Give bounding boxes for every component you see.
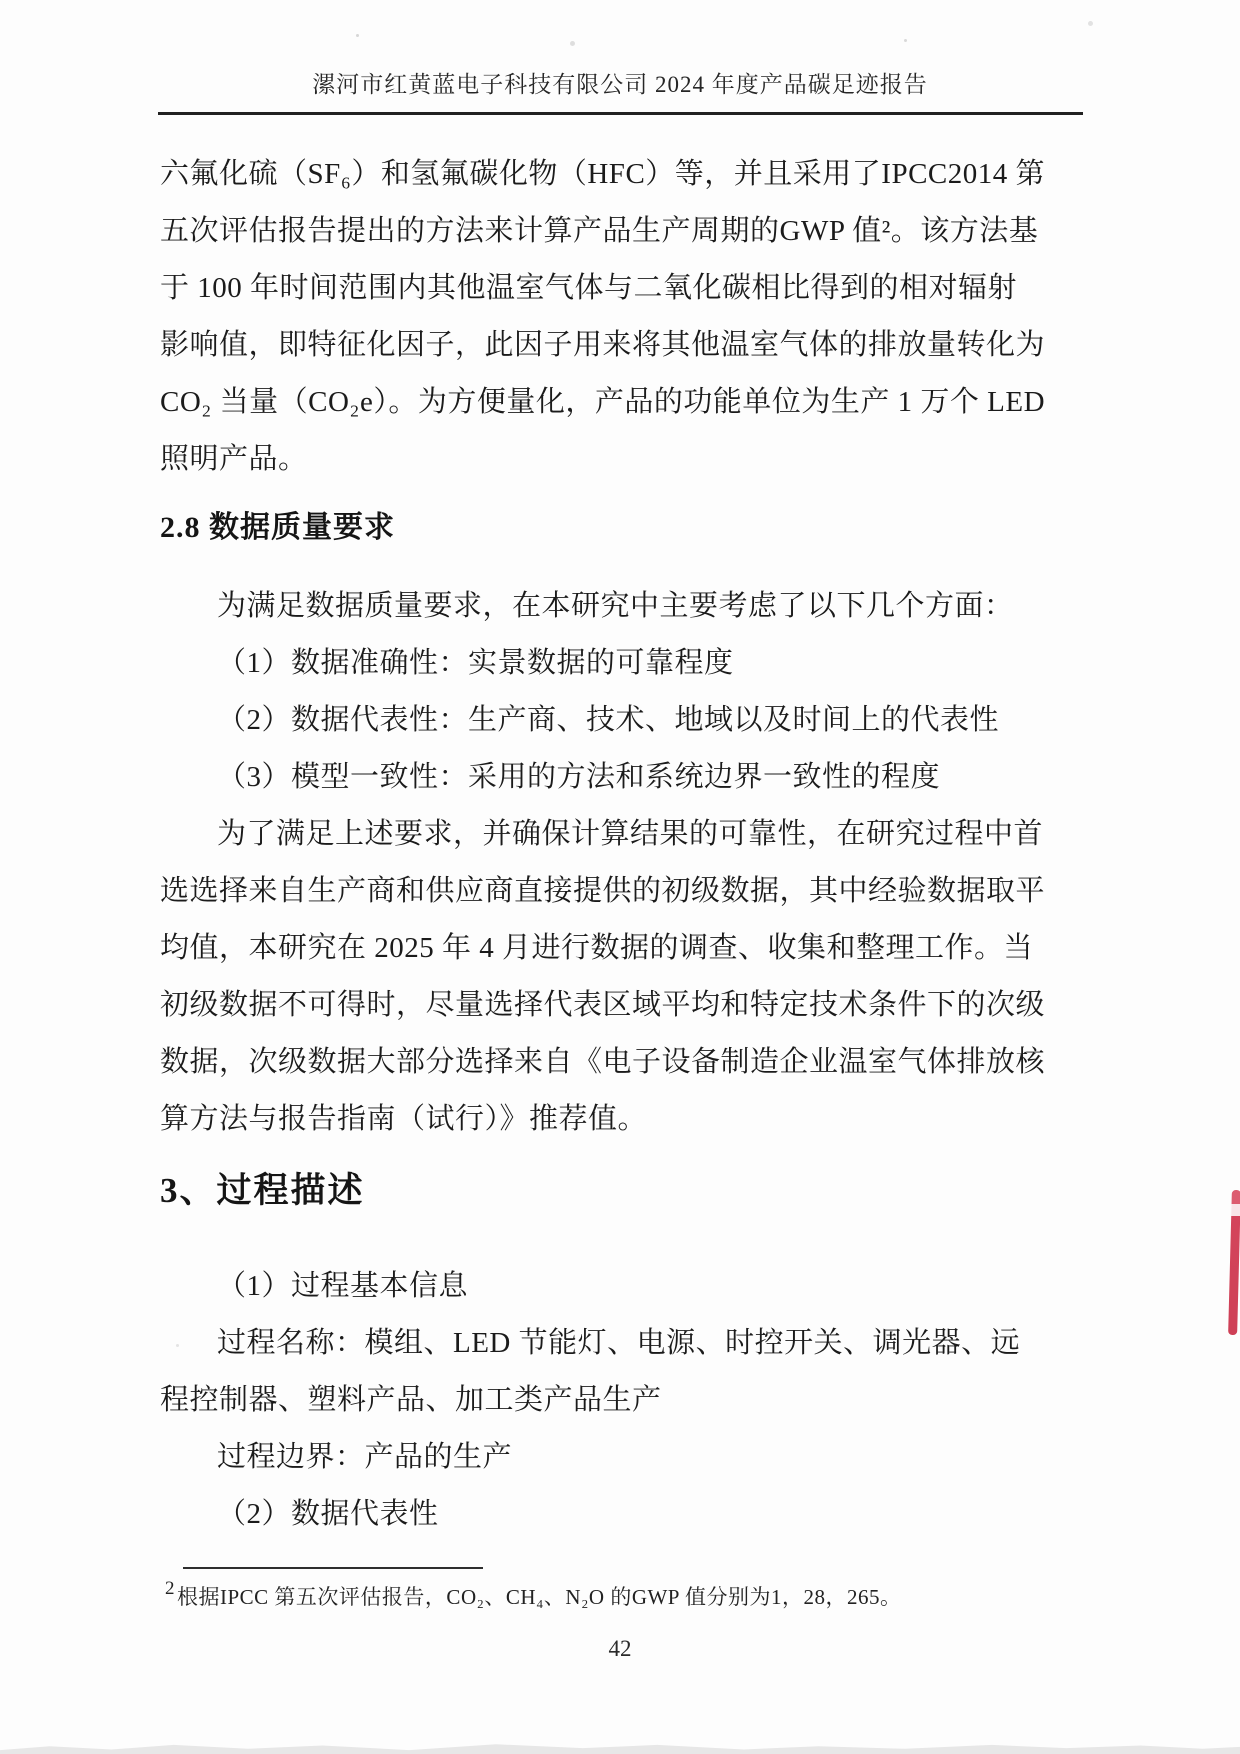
body-line: 算方法与报告指南（试行）》推荐值。 <box>160 1103 648 1135</box>
scan-bottom-edge <box>0 1741 1240 1754</box>
body-line: 初级数据不可得时，尽量选择代表区域平均和特定技术条件下的次级 <box>160 989 1046 1021</box>
body-line: 过程名称：模组、LED 节能灯、电源、时控开关、调光器、远 <box>217 1327 1021 1359</box>
footnote-marker: 2 <box>165 1578 175 1599</box>
section-2-8-heading: 2.8 数据质量要求 <box>160 511 395 544</box>
body-line: 照明产品。 <box>160 443 308 475</box>
body-line: 数据，次级数据大部分选择来自《电子设备制造企业温室气体排放核 <box>160 1046 1046 1078</box>
body-line: CO₂ 当量（CO₂e）。为方便量化，产品的功能单位为生产 1 万个 LED <box>160 386 1046 418</box>
footnote <box>165 1580 1125 1611</box>
section-2-8-body <box>160 578 1095 1148</box>
list-item: （2）数据代表性 <box>217 1498 439 1530</box>
scan-speck-artifacts <box>356 34 359 37</box>
body-line: 程控制器、塑料产品、加工类产品生产 <box>160 1384 662 1416</box>
body-line: 均值，本研究在 2025 年 4 月进行数据的调查、收集和整理工作。当 <box>160 932 1034 964</box>
section-3-body <box>160 1258 1095 1543</box>
list-item: （1）过程基本信息 <box>217 1270 469 1302</box>
red-ink-edge-mark <box>1228 1190 1240 1335</box>
body-line: 五次评估报告提出的方法来计算产品生产周期的GWP 值²。该方法基 <box>160 215 1039 247</box>
list-item: （2）数据代表性：生产商、技术、地域以及时间上的代表性 <box>217 704 1000 736</box>
body-line: 六氟化硫（SF₆）和氢氟碳化物（HFC）等，并且采用了IPCC2014 第 <box>160 158 1046 190</box>
body-line: 影响值，即特征化因子，此因子用来将其他温室气体的排放量转化为 <box>160 329 1046 361</box>
section-3-heading: 3、过程描述 <box>160 1171 365 1210</box>
body-line: 于 100 年时间范围内其他温室气体与二氧化碳相比得到的相对辐射 <box>160 272 1018 304</box>
footnote-text: 根据IPCC 第五次评估报告，CO₂、CH₄、N₂O 的GWP 值分别为1，28，265。 <box>177 1585 902 1609</box>
footnote-rule <box>183 1567 483 1569</box>
paragraph-gwp-method <box>160 146 1095 488</box>
header-rule <box>158 112 1083 115</box>
body-line: 为满足数据质量要求，在本研究中主要考虑了以下几个方面： <box>217 590 1014 622</box>
body-line: 为了满足上述要求，并确保计算结果的可靠性，在研究过程中首 <box>217 818 1044 850</box>
header-title: 漯河市红黄蓝电子科技有限公司 2024 年度产品碳足迹报告 <box>312 72 928 97</box>
body-line: 选选择来自生产商和供应商直接提供的初级数据，其中经验数据取平 <box>160 875 1046 907</box>
list-item: （1）数据准确性：实景数据的可靠程度 <box>217 647 734 679</box>
list-item: （3）模型一致性：采用的方法和系统边界一致性的程度 <box>217 761 941 793</box>
body-line: 过程边界：产品的生产 <box>217 1441 513 1473</box>
page-number: 42 <box>608 1636 632 1661</box>
